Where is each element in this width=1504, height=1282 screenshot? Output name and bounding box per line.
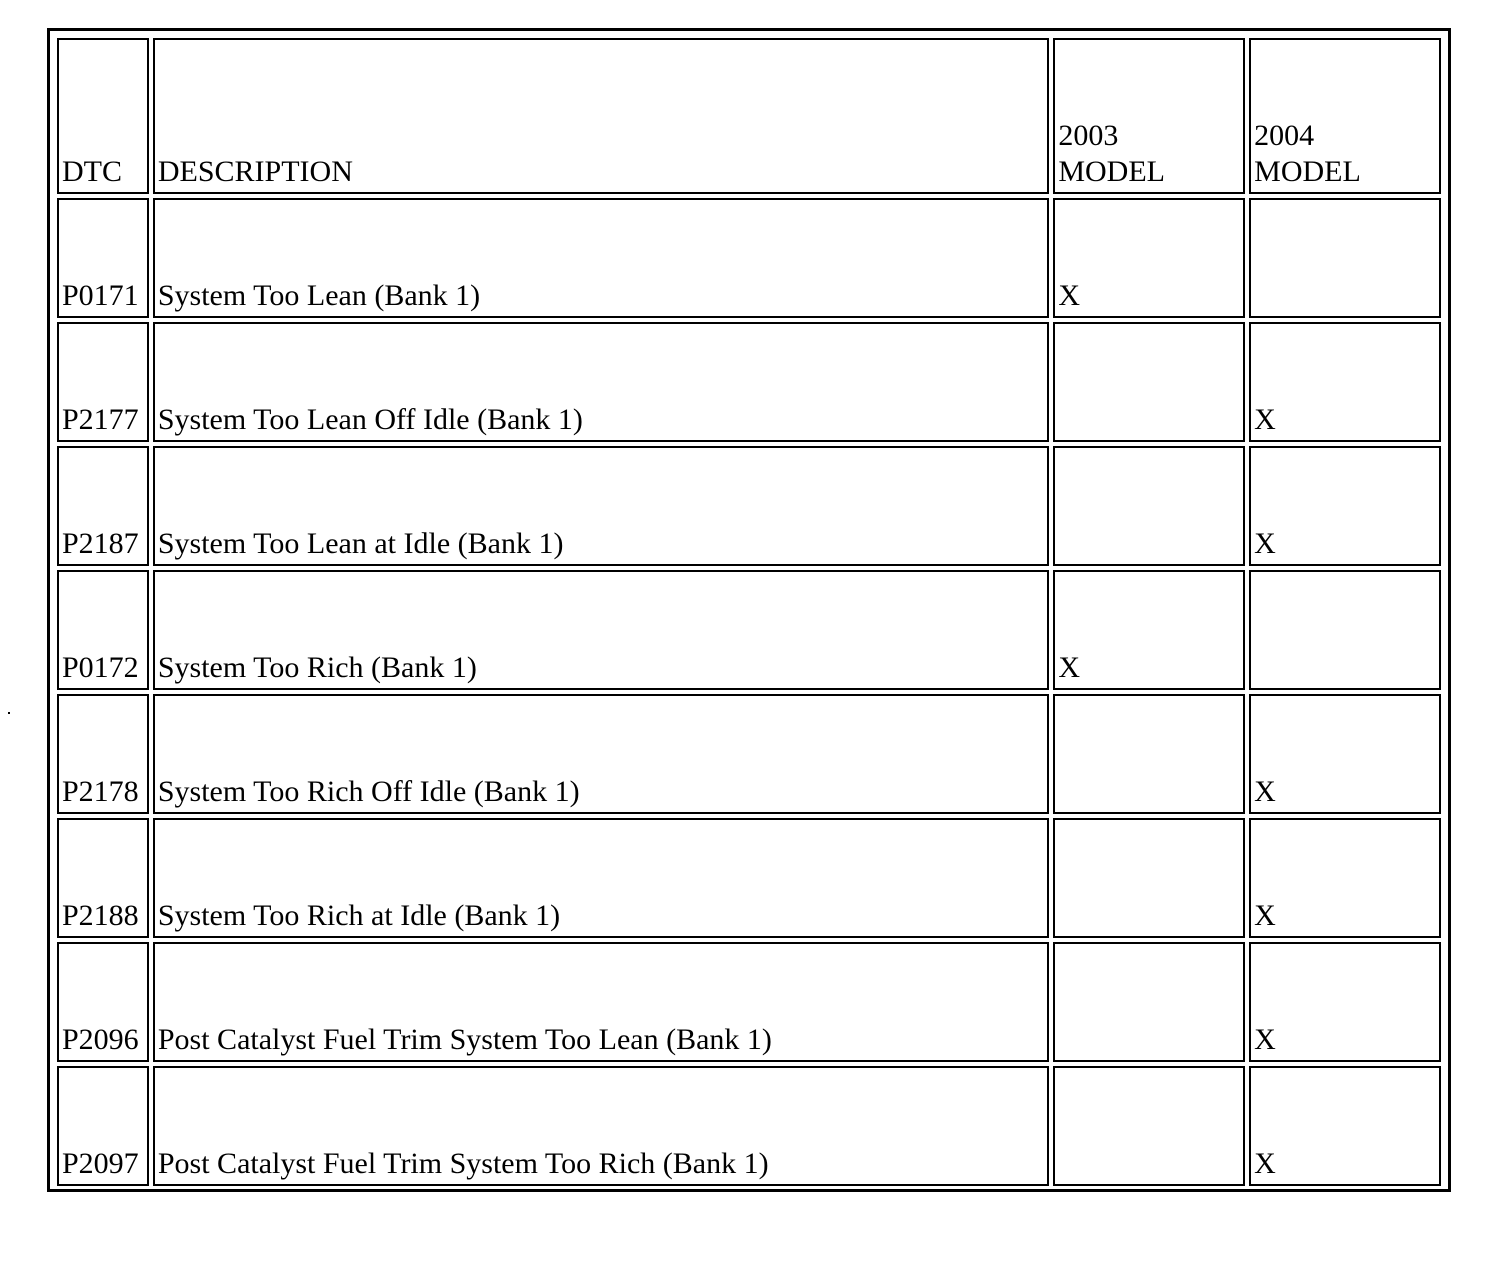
cell-dtc: P2188 [57,818,149,938]
cell-2003-model [1053,1066,1245,1186]
cell-2003-model [1053,942,1245,1062]
cell-2003-model: X [1053,198,1245,318]
header-2004-model [1249,38,1441,194]
cell-dtc: P2177 [57,322,149,442]
cell-2004-model [1249,570,1441,690]
table-row [57,198,1441,318]
cell-description: Post Catalyst Fuel Trim System Too Lean (Bank 1) [153,942,1049,1062]
cell-description: System Too Lean Off Idle (Bank 1) [153,322,1049,442]
header-2003-model [1053,38,1245,194]
cell-2003-model [1053,322,1245,442]
cell-description: System Too Rich Off Idle (Bank 1) [153,694,1049,814]
cell-2004-model: X [1249,694,1441,814]
cell-description: System Too Lean (Bank 1) [153,198,1049,318]
header-description: DESCRIPTION [153,38,1049,194]
header-2003-year: 2003 [1058,119,1119,152]
cell-description: Post Catalyst Fuel Trim System Too Rich (Bank 1) [153,1066,1049,1186]
cell-description: System Too Rich at Idle (Bank 1) [153,818,1049,938]
cell-2004-model: X [1249,818,1441,938]
cell-dtc: P2097 [57,1066,149,1186]
cell-2004-model: X [1249,322,1441,442]
dtc-table-frame [47,28,1451,1192]
header-row [57,38,1441,194]
cell-2004-model [1249,198,1441,318]
header-2003-word: MODEL [1058,155,1165,188]
cell-dtc: P2178 [57,694,149,814]
cell-description: System Too Rich (Bank 1) [153,570,1049,690]
cell-2003-model [1053,694,1245,814]
cell-2004-model: X [1249,446,1441,566]
dtc-table [53,34,1445,1190]
table-row [57,570,1441,690]
cell-dtc: P0172 [57,570,149,690]
cell-2004-model: X [1249,1066,1441,1186]
scan-speck [8,712,10,714]
cell-description: System Too Lean at Idle (Bank 1) [153,446,1049,566]
header-2004-year: 2004 [1254,119,1315,152]
cell-dtc: P2187 [57,446,149,566]
cell-2003-model [1053,818,1245,938]
header-dtc: DTC [57,38,149,194]
cell-dtc: P2096 [57,942,149,1062]
table-row [57,942,1441,1062]
cell-2003-model: X [1053,570,1245,690]
cell-dtc: P0171 [57,198,149,318]
table-row [57,1066,1441,1186]
table-row [57,322,1441,442]
header-2004-word: MODEL [1254,155,1361,188]
cell-2003-model [1053,446,1245,566]
table-row [57,694,1441,814]
cell-2004-model: X [1249,942,1441,1062]
table-row [57,446,1441,566]
table-row [57,818,1441,938]
